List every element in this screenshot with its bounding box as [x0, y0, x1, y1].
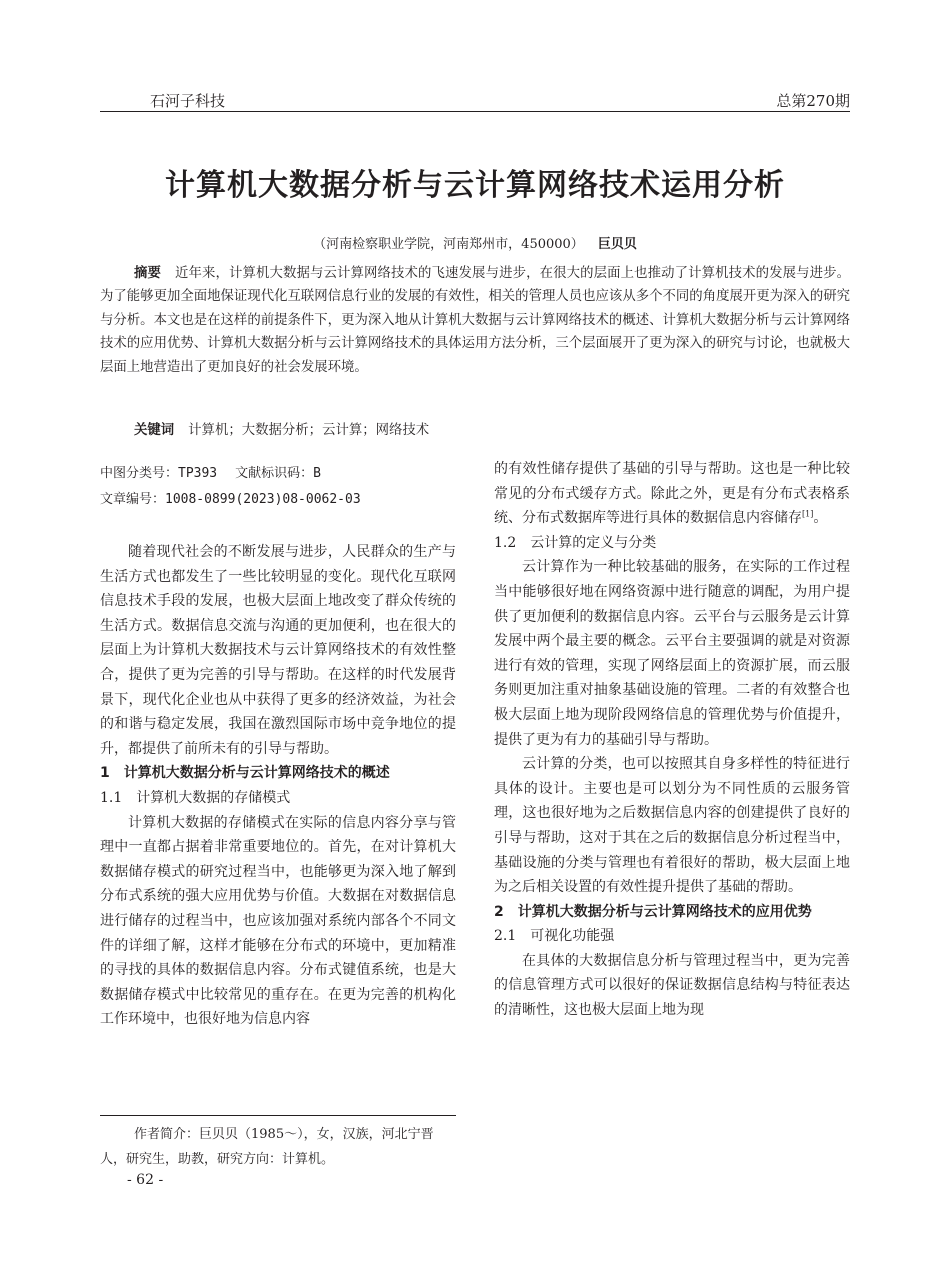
article-title: 计算机大数据分析与云计算网络技术运用分析 [165, 168, 785, 203]
classification-block [100, 461, 361, 513]
affiliation: （河南检察职业学院，河南郑州市，450000） [313, 237, 584, 252]
abstract-text: 近年来，计算机大数据与云计算网络技术的飞速发展与进步，在很大的层面上也推动了计算机技术的发展与进步。为了能够更加全面地保证现代化互联网信息行业的发展的有效性，相关的管理人员也应该从多个不同的角度展开更为深入的研究与分析。本文也是在这样的前提条件下，更为深入地从计算机大数据与云计算网络技术的概述、计算机大数据分析与云计算网络技术的应用优势、计算机大数据分析与云计算网络技术的具体运用方法分析，三个层面展开了更为深入的研究与讨论，也就极大层面上地营造出了更加良好的社会发展环境。 [100, 266, 851, 375]
abstract [100, 262, 850, 379]
author-name: 巨贝贝 [597, 237, 637, 252]
visualization-paragraph: 在具体的大数据信息分析与管理过程当中，更为完善的信息管理方式可以很好的保证数据信息结构与特征表达的清晰性，这也极大层面上地为现 [494, 952, 850, 1019]
abstract-label: 摘要 [134, 266, 162, 281]
subsection-heading-1-2: 1.2 云计算的定义与分类 [494, 534, 657, 551]
clc-number: 中图分类号：TP393 [100, 466, 218, 481]
left-column [100, 540, 456, 1032]
cloud-definition-paragraph: 云计算作为一种比较基础的服务，在实际的工作过程当中能够很好地在网络资源中进行随意的调配，为用户提供了更加便利的数据信息内容。云平台与云服务是云计算发展中两个最主要的概念。云平台主要强调的就是对资源进行有效的管理，实现了网络层面上的资源扩展，而云服务则更加注重对抽象基础设施的管理。二者的有效整合也极大层面上地为现阶段网络信息的管理优势与价值提升，提供了更为有力的基础引导与帮助。 [494, 559, 850, 748]
keywords-text: 计算机；大数据分析；云计算；网络技术 [188, 423, 430, 438]
keywords-label: 关键词 [134, 423, 175, 438]
footnote-rule [100, 1115, 456, 1116]
storage-paragraph: 计算机大数据的存储模式在实际的信息内容分享与管理中一直都占据着非常重要地位的。首先，在对计算机大数据储存模式的研究过程当中，也能够更为深入地了解到分布式系统的强大应用优势与价值。大数据在对数据信息进行储存的过程当中，也应该加强对系统内部各个不同文件的详细了解，这样才能够在分布式的环境中，更加精准的寻找的具体的数据信息内容。分布式键值系统，也是大数据储存模式中比较常见的重存在。在更为完善的机构化工作环境中，也很好地为信息内容 [100, 814, 456, 1028]
section-heading-2: 2 计算机大数据分析与云计算网络技术的应用优势 [494, 903, 812, 920]
affiliation-line [100, 233, 850, 252]
intro-paragraph: 随着现代社会的不断发展与进步，人民群众的生产与生活方式也都发生了一些比较明显的变化。现代化互联网信息技术手段的发展，也极大层面上地改变了群众传统的生活方式。数据信息交流与沟通的更加便利，也在很大的层面上为计算机大数据技术与云计算网络技术的有效性整合，提供了更为完善的引导与帮助。在这样的时代发展背景下，现代化企业也从中获得了更多的经济效益，为社会的和谐与稳定发展，我国在激烈国际市场中竞争地位的提升，都提供了前所未有的引导与帮助。 [100, 544, 456, 757]
keywords [134, 419, 429, 438]
continued-paragraph: 的有效性储存提供了基础的引导与帮助。这也是一种比较常见的分布式缓存方式。除此之外，更是有分布式表格系统、分布式数据库等进行具体的数据信息内容储存[1]。 [494, 461, 850, 527]
right-column [494, 457, 850, 1023]
header-rule [100, 111, 850, 112]
section-heading-1: 1 计算机大数据分析与云计算网络技术的概述 [100, 765, 390, 782]
issue-number: 总第270期 [776, 92, 850, 110]
document-code: 文献标识码：B [235, 466, 321, 481]
subsection-heading-1-1: 1.1 计算机大数据的存储模式 [100, 789, 291, 806]
page-number: - 62 - [127, 1172, 164, 1188]
cloud-classification-paragraph: 云计算的分类，也可以按照其自身多样性的特征进行具体的设计。主要也是可以划分为不同性质的云服务管理，这也很好地为之后数据信息内容的创建提供了良好的引导与帮助，这对于其在之后的数据信息分析过程当中，基础设施的分类与管理也有着很好的帮助，极大层面上地为之后相关设置的有效性提升提供了基础的帮助。 [494, 756, 850, 896]
subsection-heading-2-1: 2.1 可视化功能强 [494, 928, 615, 945]
article-number: 文章编号：1008-0899(2023)08-0062-03 [100, 492, 361, 507]
journal-name: 石河子科技 [150, 92, 226, 110]
reference-marker: [1] [802, 509, 814, 519]
author-footnote: 作者简介：巨贝贝（1985～），女，汉族，河北宁晋人，研究生，助教，研究方向：计算机。 [100, 1127, 434, 1167]
